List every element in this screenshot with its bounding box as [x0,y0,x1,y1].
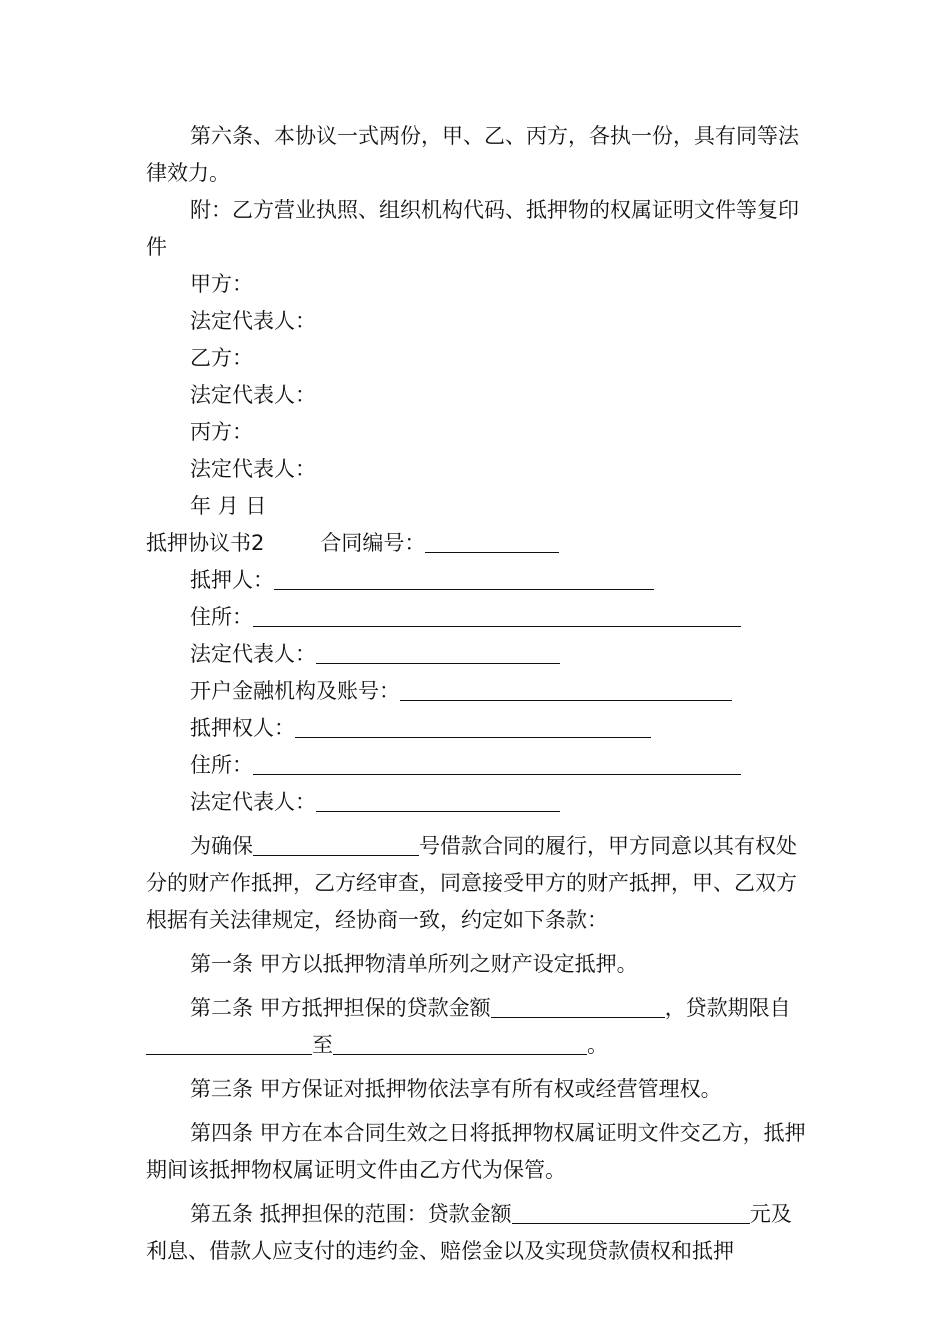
article-2 [146,990,810,1064]
article-2-prefix: 第二条 甲方抵押担保的贷款金额 [190,996,491,1020]
mortgagor-row [146,562,810,599]
mortgagee-address-label: 住所： [190,753,253,777]
contract-number-label: 合同编号： [320,531,426,555]
intro-paragraph [146,828,810,939]
article-2-to: 至 [312,1033,333,1057]
mortgagee-label: 抵押权人： [190,716,295,740]
mortgagee-legal-rep-row [146,784,810,821]
article-6: 第六条、本协议一式两份，甲、乙、丙方，各执一份，具有同等法律效力。 [146,124,799,185]
article-5-rest: 及利息、借款人应支付的违约金、赔偿金以及实现贷款债权和抵押 [146,1202,792,1263]
mortgagor-label: 抵押人： [190,568,274,592]
bank-account-blank [400,678,732,701]
attachment-note: 附：乙方营业执照、组织机构代码、抵押物的权属证明文件等复印件 [146,198,799,259]
mortgagor-legal-rep-blank [316,641,560,664]
mortgagor-legal-rep-label: 法定代表人： [190,642,316,666]
mortgagor-address-row [146,599,810,636]
mortgagor-address-label: 住所： [190,605,253,629]
legal-rep-b-label: 法定代表人： [190,383,316,407]
mortgagee-legal-rep-blank [316,789,560,812]
intro-text: 号借款合同的履行，甲方同意以其有权处分的财产作抵押，乙方经审查，同意接受甲方的财产抵押，甲、乙双方根据有关法律规定，经协商一致，约定如下条款： [146,834,797,932]
party-c-label: 丙方： [190,420,253,444]
article-5-prefix: 第五条 抵押担保的范围：贷款金额 [190,1202,512,1226]
article-2-mid: ，贷款期限自 [664,996,791,1020]
guarantee-amount-blank [512,1201,750,1224]
article-4: 第四条 甲方在本合同生效之日将抵押物权属证明文件交乙方，抵押期间该抵押物权属证明文件由乙方代为保管。 [146,1121,806,1182]
bank-account-row [146,673,810,710]
article-5 [146,1196,810,1270]
article-5-unit: 元 [749,1202,771,1226]
document-page [146,118,810,1270]
agreement-title: 抵押协议书2 [146,531,265,555]
mortgagor-address-blank [253,604,741,627]
mortgagee-address-blank [253,752,741,775]
mortgagor-legal-rep-row [146,636,810,673]
mortgagor-blank [274,567,654,590]
signing-date: 年 月 日 [190,494,267,518]
article-1: 第一条 甲方以抵押物清单所列之财产设定抵押。 [190,952,638,976]
mortgagee-blank [295,715,651,738]
mortgagee-address-row [146,747,810,784]
loan-end-date-blank [333,1032,587,1055]
legal-rep-a-label: 法定代表人： [190,309,316,333]
legal-rep-c-label: 法定代表人： [190,457,316,481]
party-b-label: 乙方： [190,346,253,370]
bank-account-label: 开户金融机构及账号： [190,679,400,703]
loan-contract-number-blank [253,833,419,856]
party-a-label: 甲方： [190,272,253,296]
loan-start-date-blank [146,1032,312,1055]
mortgagee-legal-rep-label: 法定代表人： [190,790,316,814]
loan-amount-blank [491,995,665,1018]
intro-prefix: 为确保 [190,834,253,858]
article-3: 第三条 甲方保证对抵押物依法享有所有权或经营管理权。 [190,1077,722,1101]
article-2-end: 。 [587,1033,608,1057]
contract-number-blank [425,530,559,553]
agreement-2-heading [146,525,810,562]
mortgagee-row [146,710,810,747]
